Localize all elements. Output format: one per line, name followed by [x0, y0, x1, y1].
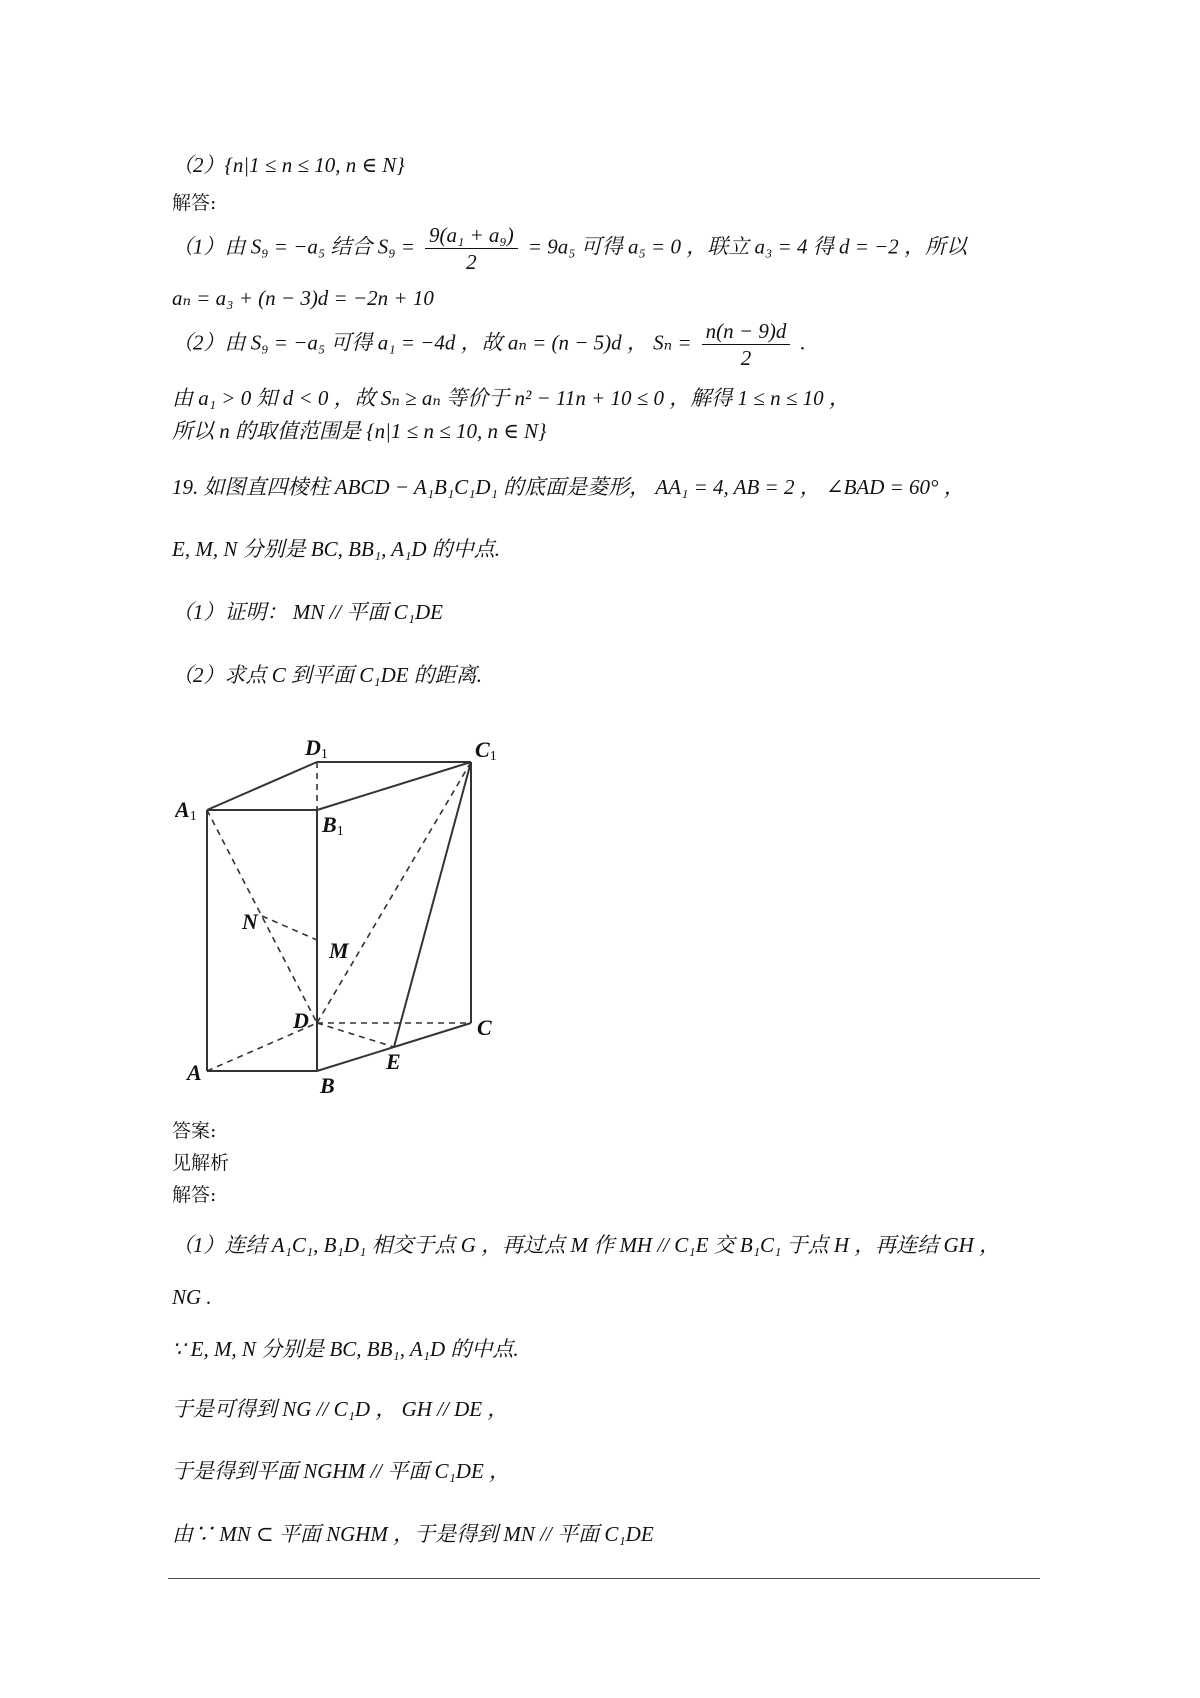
prev-part2-c: 由 a₁ > 0 知 d < 0 ，故 Sₙ ≥ aₙ 等价于 n² − 11n + 10 ≤ 0 ，解得 1 ≤ n ≤ 10 ，	[172, 386, 850, 410]
label-n: N	[242, 909, 258, 934]
question-stem-1: 19. 如图直四棱柱 ABCD − A₁B₁C₁D₁ 的底面是菱形， AA₁ = 4, AB = 2 ， ∠BAD = 60° ，	[172, 475, 965, 499]
edge-a1-d1	[207, 762, 317, 810]
question-stem-2: E, M, N 分别是 BC, BB₁, A₁D 的中点.	[172, 537, 501, 561]
answer-step-1a: （1）连结 A₁C₁, B₁D₁ 相交于点 G ，再过点 M 作 MH // C₁E 交 B₁C₁ 于点 H ，再连结 GH ，	[172, 1233, 1001, 1257]
question-part-2: （2）求点 C 到平面 C₁DE 的距离.	[172, 663, 483, 687]
answer-step-3: 于是可得到 NG // C₁D ， GH // DE ，	[172, 1397, 509, 1421]
footer-rule	[168, 1578, 1040, 1579]
label-b1: B1	[322, 812, 344, 839]
prev-part1-fraction	[425, 222, 518, 275]
answer-step-4: 于是得到平面 NGHM // 平面 C₁DE ，	[172, 1459, 511, 1483]
edge-b1-c1	[317, 762, 471, 810]
prev-part2-d: 所以 n 的取值范围是 {n|1 ≤ n ≤ 10, n ∈ N}	[172, 419, 547, 443]
label-a1: A1	[175, 797, 197, 824]
fraction-numerator: n(n − 9)d	[702, 318, 791, 345]
prev-part1-c: aₙ = a₃ + (n − 3)d = −2n + 10	[172, 286, 434, 310]
question-part-1: （1）证明： MN // 平面 C₁DE	[172, 600, 443, 624]
edge-c1-e	[394, 762, 471, 1047]
prism-figure	[175, 725, 515, 1095]
fraction-denominator: 2	[466, 250, 477, 274]
edge-n-m	[262, 916, 317, 940]
label-m: M	[329, 938, 349, 963]
label-d1: D1	[305, 735, 328, 762]
edge-d-c1	[317, 762, 471, 1023]
prev-part2-line	[172, 318, 806, 371]
label-b: B	[320, 1073, 335, 1095]
prev-part2-a: （2）由 S₉ = −a₅ 可得 a₁ = −4d ，故 aₙ = (n − 5)d ， Sₙ =	[172, 330, 692, 355]
answer-step-1b: NG .	[172, 1285, 212, 1309]
prev-solution-label: 解答:	[172, 192, 217, 214]
answer-label: 答案:	[172, 1120, 217, 1142]
edge-d-e	[317, 1023, 394, 1047]
prev-part1-line	[172, 222, 967, 275]
fraction-denominator: 2	[740, 346, 752, 370]
label-a: A	[187, 1060, 202, 1085]
label-c1: C1	[475, 737, 497, 764]
prev-part1-a: （1）由 S₉ = −a₅ 结合 S₉ =	[172, 234, 415, 259]
prev-part1-b: = 9a₅ 可得 a₅ = 0 ，联立 a₃ = 4 得 d = −2 ，所以	[527, 234, 968, 259]
answer-solution-label: 解答:	[172, 1184, 217, 1206]
prev-part2-fraction	[702, 318, 791, 371]
prev-part2-answer: （2）{n|1 ≤ n ≤ 10, n ∈ N}	[172, 153, 405, 177]
answer-step-2: ∵ E, M, N 分别是 BC, BB₁, A₁D 的中点.	[172, 1337, 519, 1361]
label-d: D	[293, 1008, 309, 1033]
fraction-numerator: 9(a₁ + a₉)	[425, 222, 518, 249]
label-c: C	[477, 1015, 492, 1040]
answer-step-5: 由∵ MN ⊂ 平面 NGHM ，于是得到 MN // 平面 C₁DE	[172, 1522, 654, 1546]
label-e: E	[386, 1049, 401, 1074]
prev-part2-b: .	[800, 330, 806, 355]
answer-text: 见解析	[172, 1152, 230, 1174]
